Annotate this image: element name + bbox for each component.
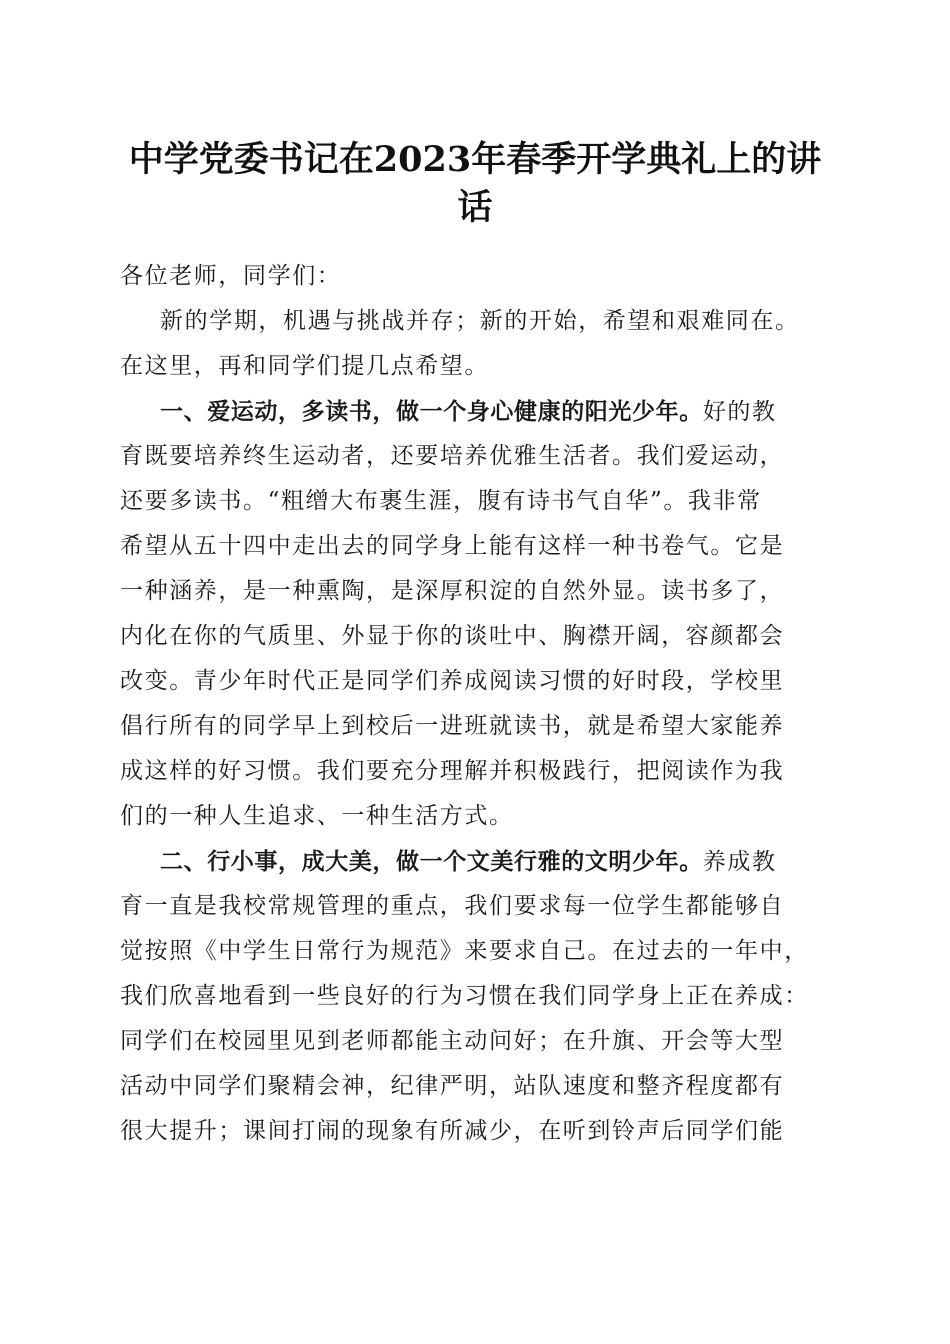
section2-line: 觉按照《中学生日常行为规范》来要求自己。在过去的一年中， xyxy=(120,938,809,964)
title-line-1: 中学党委书记在2023年春季开学典礼上的讲 xyxy=(128,139,822,180)
section1-line: 倡行所有的同学早上到校后一进班就读书，就是希望大家能养 xyxy=(120,713,785,739)
intro-line-2: 在这里，再和同学们提几点希望。 xyxy=(120,353,489,379)
section1-line: 成这样的好习惯。我们要充分理解并积极践行，把阅读作为我 xyxy=(120,758,785,784)
section2-line: 我们欣喜地看到一些良好的行为习惯在我们同学身上正在养成： xyxy=(120,983,809,1009)
section2-line: 育一直是我校常规管理的重点，我们要求每一位学生都能够自 xyxy=(120,893,785,919)
section1-line: 希望从五十四中走出去的同学身上能有这样一种书卷气。它是 xyxy=(120,533,785,559)
section2-first-line xyxy=(120,839,830,884)
section2-heading: 二、行小事，成大美，做一个文美行雅的文明少年。 xyxy=(160,848,703,875)
title-line-2: 话 xyxy=(457,187,493,228)
section1-line1-rest: 好的教 xyxy=(702,399,777,425)
document-title xyxy=(118,136,832,232)
section1-line: 改变。青少年时代正是同学们养成阅读习惯的好时段，学校里 xyxy=(120,668,785,694)
section2-line: 活动中同学们聚精会神，纪律严明，站队速度和整齐程度都有 xyxy=(120,1073,785,1099)
section2-line1-rest: 养成教 xyxy=(702,849,777,875)
intro-line-1: 新的学期，机遇与挑战并存；新的开始，希望和艰难同在。 xyxy=(160,308,800,334)
section2-line: 同学们在校园里见到老师都能主动问好；在升旗、开会等大型 xyxy=(120,1028,785,1054)
document-body xyxy=(120,254,830,1154)
salutation: 各位老师，同学们： xyxy=(120,263,342,289)
section1-line: 们的一种人生追求、一种生活方式。 xyxy=(120,803,514,829)
section1-line: 育既要培养终生运动者，还要培养优雅生活者。我们爱运动， xyxy=(120,443,785,469)
section1-line: 一种涵养，是一种熏陶，是深厚积淀的自然外显。读书多了， xyxy=(120,578,785,604)
section1-line: 还要多读书。“粗缯大布裹生涯，腹有诗书气自华”。我非常 xyxy=(120,488,762,514)
section1-line: 内化在你的气质里、外显于你的谈吐中、胸襟开阔，容颜都会 xyxy=(120,623,785,649)
section1-first-line xyxy=(120,389,830,434)
section1-heading: 一、爱运动，多读书，做一个身心健康的阳光少年。 xyxy=(160,398,703,425)
section2-line: 很大提升；课间打闹的现象有所减少，在听到铃声后同学们能 xyxy=(120,1118,785,1144)
